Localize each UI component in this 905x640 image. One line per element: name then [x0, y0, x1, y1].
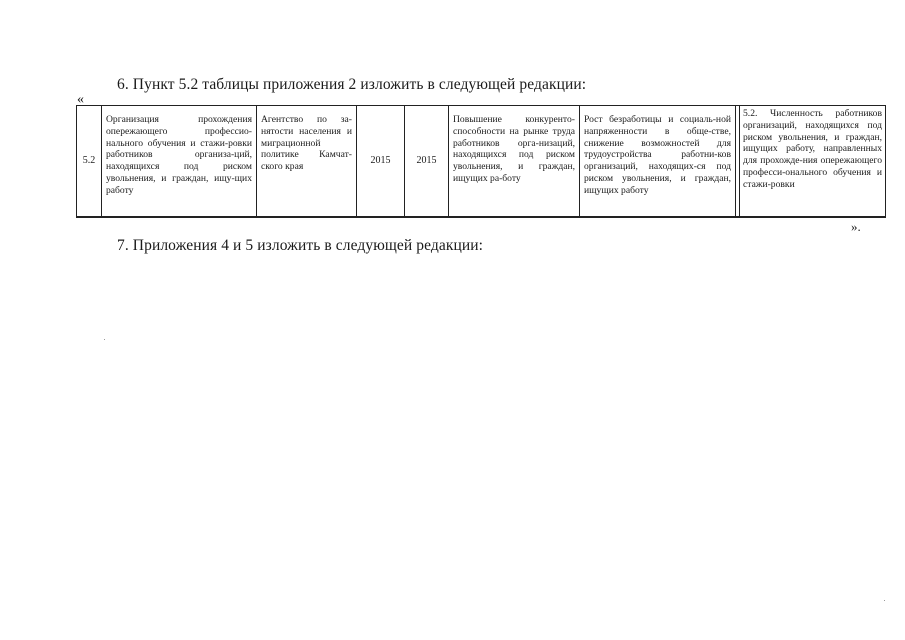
- amendment-6-heading: 6. Пункт 5.2 таблицы приложения 2 изложить в следующей редакции:: [117, 76, 587, 93]
- scan-speck: [104, 339, 105, 340]
- scan-speck: [884, 600, 885, 601]
- task-cell: Организация прохождения опережающего профессио-нального обучения и стажи-ровки работников организа-ций, находящихся под риском увольнения, и граждан, ищу-щих работу: [102, 106, 257, 218]
- indicator-text: 5.2. Численность работников организаций, находящихся под риском увольнения, и граждан, ищущих работу, направленных для прохожде-ния опережающего професси-онального обучения и стажи-ровки: [743, 108, 882, 190]
- opening-quote: «: [77, 92, 84, 107]
- end-year-cell: 2015: [405, 106, 449, 218]
- indicator-cell: [740, 106, 886, 218]
- row-number-cell: 5.2: [77, 106, 102, 218]
- expected-result-cell: Повышение конкуренто-способности на рынке труда работников орга-низаций, находящихся под риском увольнения, и граждан, ищущих ра-боту: [449, 106, 580, 218]
- table-row: [77, 106, 886, 218]
- consequences-cell: Рост безработицы и социаль-ной напряженности в обще-стве, снижение возможностей для трудоустройства работни-ков организаций, находящих-ся под риском увольнения, и граждан, ищущих работу: [580, 106, 736, 218]
- program-table: [76, 105, 886, 218]
- executor-cell: Агентство по за-нятости населения и миграционной политике Камчат-ского края: [257, 106, 357, 218]
- amendment-7-heading: 7. Приложения 4 и 5 изложить в следующей редакции:: [117, 237, 484, 254]
- start-year-cell: 2015: [357, 106, 405, 218]
- closing-quote: ».: [851, 219, 861, 234]
